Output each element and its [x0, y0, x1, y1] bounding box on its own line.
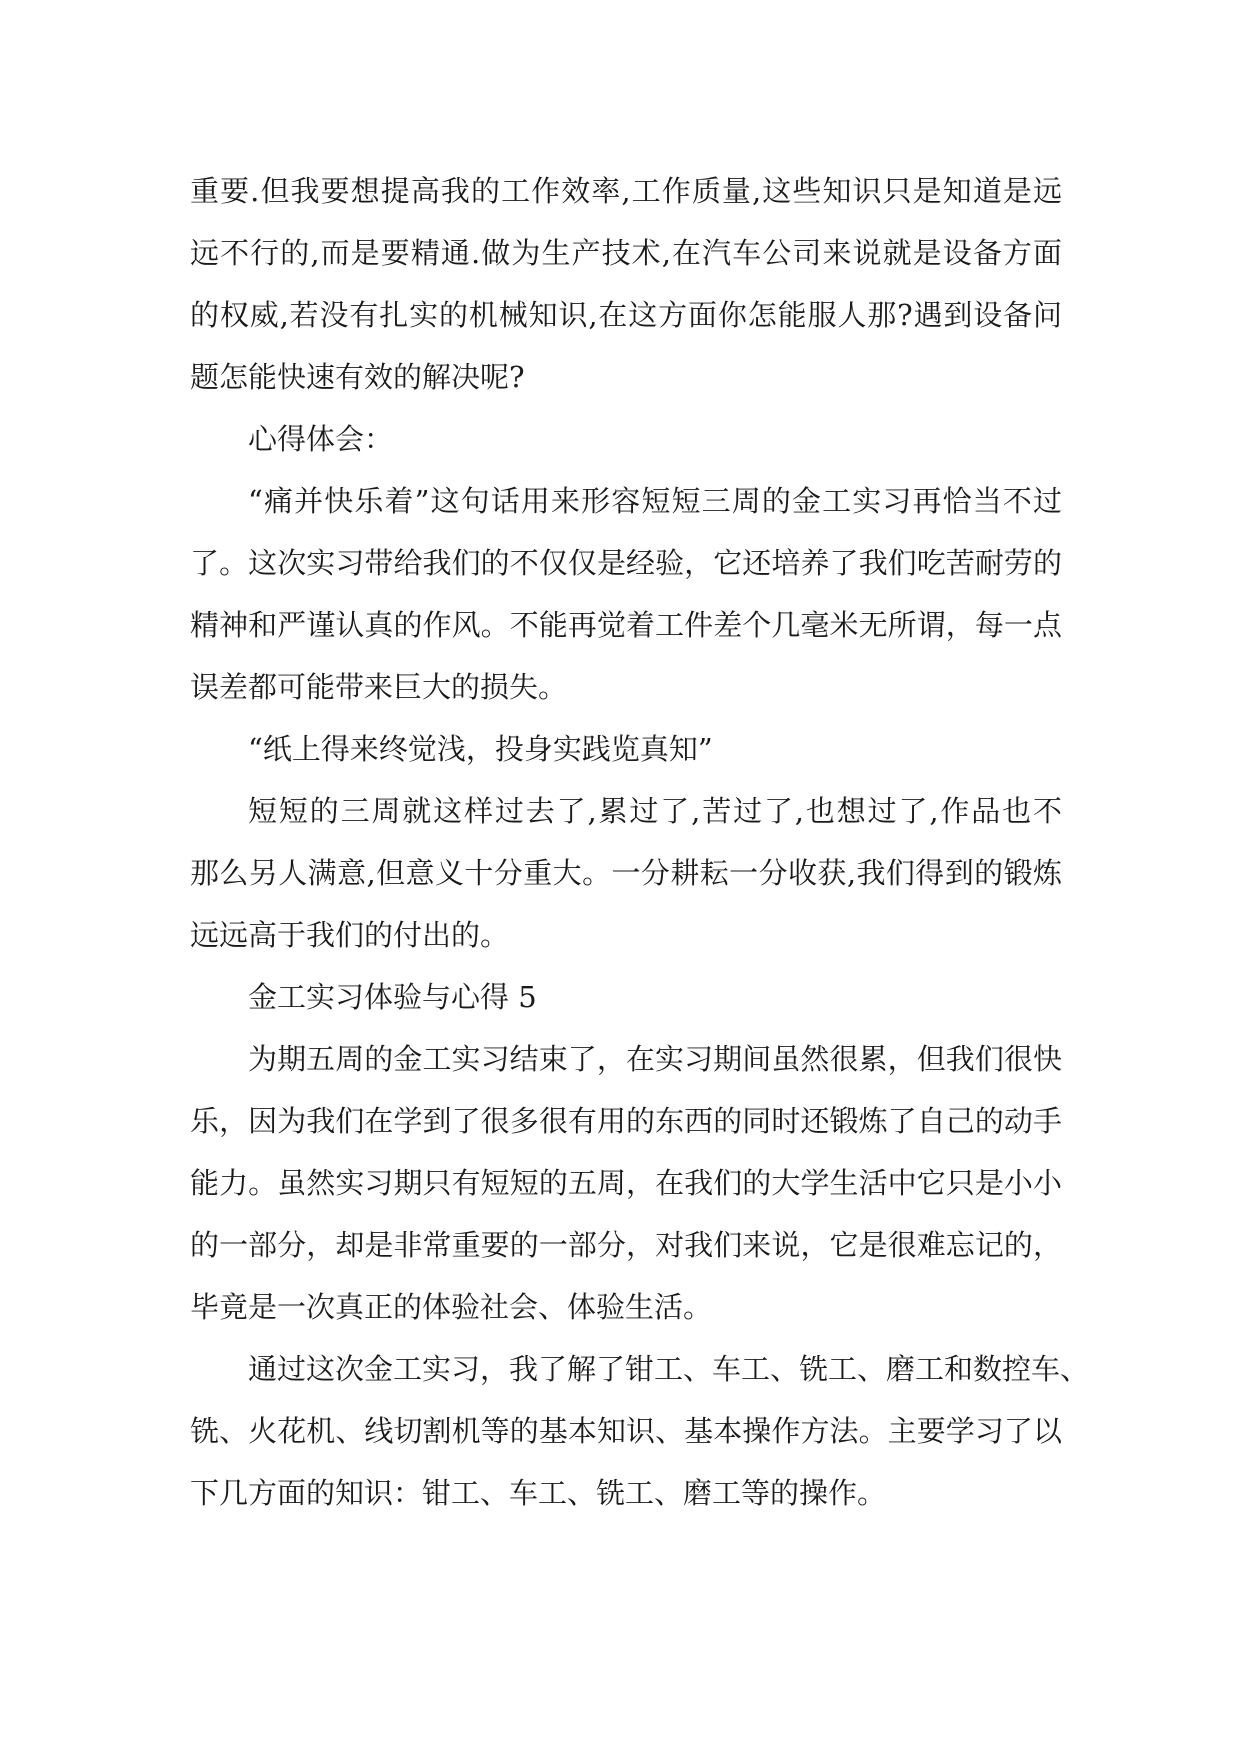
text-line: 下几方面的知识：钳工、车工、铣工、磨工等的操作。 [190, 1476, 887, 1510]
text-line: 远远高于我们的付出的。 [190, 918, 510, 952]
document-body [190, 160, 1090, 1524]
text-line: 能力。虽然实习期只有短短的五周，在我们的大学生活中它只是小小 [190, 1166, 1062, 1200]
text-line: 题怎能快速有效的解决呢? [190, 360, 525, 394]
section-heading: 心得体会： [248, 422, 394, 456]
text-line: 远不行的,而是要精通.做为生产技术,在汽车公司来说就是设备方面 [190, 236, 1062, 270]
quote-line: “纸上得来终觉浅，投身实践览真知” [248, 732, 713, 766]
text-line: 那么另人满意,但意义十分重大。一分耕耘一分收获,我们得到的锻炼 [190, 856, 1062, 890]
text-line: 的一部分，却是非常重要的一部分，对我们来说，它是很难忘记的， [190, 1228, 1062, 1262]
text-line: 误差都可能带来巨大的损失。 [190, 670, 568, 704]
text-line: 短短的三周就这样过去了,累过了,苦过了,也想过了,作品也不 [248, 794, 1062, 828]
text-line: 了。这次实习带给我们的不仅仅是经验，它还培养了我们吃苦耐劳的 [190, 546, 1062, 580]
text-line: 通过这次金工实习，我了解了钳工、车工、铣工、磨工和数控车、 [248, 1352, 1090, 1386]
section-title: 金工实习体验与心得 5 [248, 980, 537, 1014]
text-line: 铣、火花机、线切割机等的基本知识、基本操作方法。主要学习了以 [190, 1414, 1062, 1448]
text-line: 重要.但我要想提高我的工作效率,工作质量,这些知识只是知道是远 [190, 174, 1062, 208]
text-line: 为期五周的金工实习结束了，在实习期间虽然很累，但我们很快 [248, 1042, 1062, 1076]
text-line: 的权威,若没有扎实的机械知识,在这方面你怎能服人那?遇到设备问 [190, 298, 1062, 332]
text-line: 精神和严谨认真的作风。不能再觉着工件差个几毫米无所谓，每一点 [190, 608, 1062, 642]
text-line: 毕竟是一次真正的体验社会、体验生活。 [190, 1290, 713, 1324]
text-line: “痛并快乐着”这句话用来形容短短三周的金工实习再恰当不过 [248, 484, 1062, 518]
text-line: 乐，因为我们在学到了很多很有用的东西的同时还锻炼了自己的动手 [190, 1104, 1062, 1138]
